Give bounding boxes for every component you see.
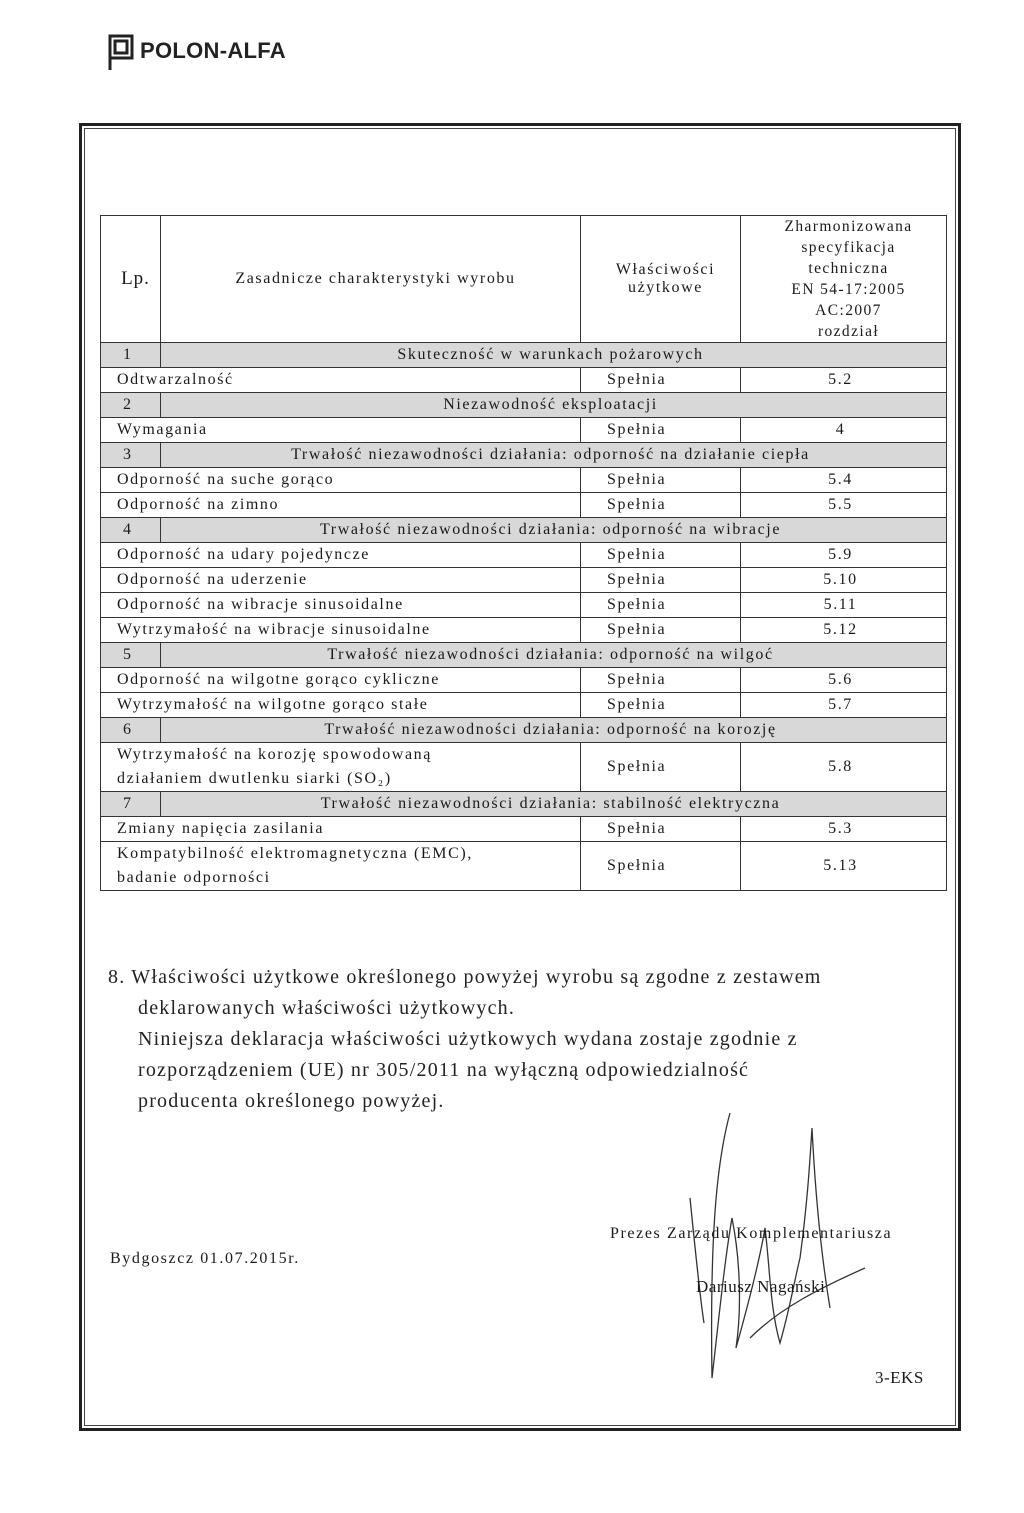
- section-row: [101, 443, 947, 468]
- section-row: [101, 518, 947, 543]
- table-row: [101, 418, 947, 443]
- spec-reference: 5.7: [741, 693, 947, 718]
- performance-value: Spełnia: [581, 817, 741, 842]
- statement-text: Właściwości użytkowe określonego powyżej wyrobu są zgodne z zestawem: [131, 966, 822, 988]
- section-row: [101, 343, 947, 368]
- place-and-date: Bydgoszcz 01.07.2015r.: [110, 1250, 300, 1267]
- header-lp: Lp.: [101, 216, 161, 343]
- company-logo: [108, 32, 286, 70]
- section-number: 6: [101, 718, 161, 743]
- characteristic-name-line2: działaniem dwutlenku siarki (SO₂): [117, 770, 392, 787]
- statement-line-4: rozporządzeniem (UE) nr 305/2011 na wyłączną odpowiedzialność: [138, 1059, 750, 1081]
- section-number: 3: [101, 443, 161, 468]
- section-title: Skuteczność w warunkach pożarowych: [161, 343, 947, 368]
- statement-line-3: Niniejsza deklaracja właściwości użytkowych wydana zostaje zgodnie z: [138, 1028, 798, 1050]
- spec-reference: 5.2: [741, 368, 947, 393]
- header-spec: [741, 216, 947, 343]
- section-row: [101, 393, 947, 418]
- performance-value: Spełnia: [581, 743, 741, 792]
- characteristic-name: [101, 842, 581, 891]
- section-row: [101, 792, 947, 817]
- table-header-row: [101, 216, 947, 343]
- characteristic-name: [101, 743, 581, 792]
- table-row: [101, 493, 947, 518]
- header-performance-line2: użytkowe: [627, 279, 703, 296]
- header-spec-line: rozdział: [817, 323, 880, 340]
- table-row: [101, 543, 947, 568]
- characteristic-name: Wytrzymałość na wibracje sinusoidalne: [101, 618, 581, 643]
- section-row: [101, 643, 947, 668]
- performance-value: Spełnia: [581, 418, 741, 443]
- signatory-role: Prezes Zarządu Komplementariusza: [610, 1225, 893, 1242]
- statement-line-2: deklarowanych właściwości użytkowych.: [138, 997, 516, 1019]
- signatory-name: Dariusz Nagański: [696, 1277, 826, 1296]
- table-row: [101, 468, 947, 493]
- characteristic-name: Odtwarzalność: [101, 368, 581, 393]
- characteristic-name: Odporność na uderzenie: [101, 568, 581, 593]
- section-title: Trwałość niezawodności działania: odporność na działanie ciepła: [161, 443, 947, 468]
- characteristic-name-line1: Kompatybilność elektromagnetyczna (EMC),: [117, 845, 473, 862]
- performance-value: Spełnia: [581, 468, 741, 493]
- characteristic-name: Odporność na wibracje sinusoidalne: [101, 593, 581, 618]
- table-row: [101, 368, 947, 393]
- section-title: Trwałość niezawodności działania: odporność na wilgoć: [161, 643, 947, 668]
- table-row: [101, 593, 947, 618]
- table-row: [101, 842, 947, 891]
- characteristic-name: Odporność na zimno: [101, 493, 581, 518]
- header-spec-line: techniczna: [808, 260, 889, 277]
- performance-value: Spełnia: [581, 493, 741, 518]
- performance-value: Spełnia: [581, 368, 741, 393]
- section-number: 1: [101, 343, 161, 368]
- section-title: Trwałość niezawodności działania: odporność na wibracje: [161, 518, 947, 543]
- section-number: 5: [101, 643, 161, 668]
- section-number: 4: [101, 518, 161, 543]
- spec-reference: 5.10: [741, 568, 947, 593]
- spec-reference: 5.9: [741, 543, 947, 568]
- table-row: [101, 668, 947, 693]
- header-characteristics: Zasadnicze charakterystyki wyrobu: [161, 216, 581, 343]
- spec-reference: 4: [741, 418, 947, 443]
- spec-reference: 5.11: [741, 593, 947, 618]
- performance-value: Spełnia: [581, 543, 741, 568]
- characteristic-name: Odporność na suche gorąco: [101, 468, 581, 493]
- header-performance: [581, 216, 741, 343]
- header-spec-line: AC:2007: [815, 302, 882, 319]
- spec-reference: 5.3: [741, 817, 947, 842]
- spec-reference: 5.6: [741, 668, 947, 693]
- section-title: Trwałość niezawodności działania: stabilność elektryczna: [161, 792, 947, 817]
- section-row: [101, 718, 947, 743]
- document-code: 3-EKS: [875, 1368, 924, 1387]
- statement-paragraph: [108, 962, 938, 1117]
- spec-reference: 5.5: [741, 493, 947, 518]
- section-number: 7: [101, 792, 161, 817]
- characteristic-name: Odporność na udary pojedyncze: [101, 543, 581, 568]
- polon-alfa-logo-icon: [108, 32, 136, 70]
- header-spec-line: EN 54-17:2005: [791, 281, 906, 298]
- table-row: [101, 693, 947, 718]
- statement-line-5: producenta określonego powyżej.: [138, 1090, 445, 1112]
- section-title: Trwałość niezawodności działania: odporność na korozję: [161, 718, 947, 743]
- performance-value: Spełnia: [581, 668, 741, 693]
- spec-reference: 5.13: [741, 842, 947, 891]
- performance-value: Spełnia: [581, 842, 741, 891]
- handwritten-signature: [670, 1108, 870, 1398]
- header-spec-line: specyfikacja: [801, 239, 896, 256]
- header-performance-line1: Właściwości: [615, 261, 716, 278]
- performance-value: Spełnia: [581, 693, 741, 718]
- spec-reference: 5.8: [741, 743, 947, 792]
- characteristic-name: Zmiany napięcia zasilania: [101, 817, 581, 842]
- performance-value: Spełnia: [581, 568, 741, 593]
- characteristics-table: [100, 215, 947, 891]
- characteristic-name: Wytrzymałość na wilgotne gorąco stałe: [101, 693, 581, 718]
- table-row: [101, 817, 947, 842]
- characteristic-name-line1: Wytrzymałość na korozję spowodowaną: [117, 746, 432, 763]
- header-spec-line: Zharmonizowana: [784, 218, 913, 235]
- characteristic-name: Odporność na wilgotne gorąco cykliczne: [101, 668, 581, 693]
- spec-reference: 5.4: [741, 468, 947, 493]
- statement-number: 8.: [108, 966, 126, 988]
- performance-value: Spełnia: [581, 593, 741, 618]
- performance-value: Spełnia: [581, 618, 741, 643]
- table-row: [101, 743, 947, 792]
- logo-text: POLON-ALFA: [140, 38, 286, 63]
- statement-line-1: [108, 962, 938, 993]
- characteristic-name: Wymagania: [101, 418, 581, 443]
- table-row: [101, 618, 947, 643]
- section-number: 2: [101, 393, 161, 418]
- spec-reference: 5.12: [741, 618, 947, 643]
- section-title: Niezawodność eksploatacji: [161, 393, 947, 418]
- table-row: [101, 568, 947, 593]
- characteristic-name-line2: badanie odporności: [117, 869, 271, 886]
